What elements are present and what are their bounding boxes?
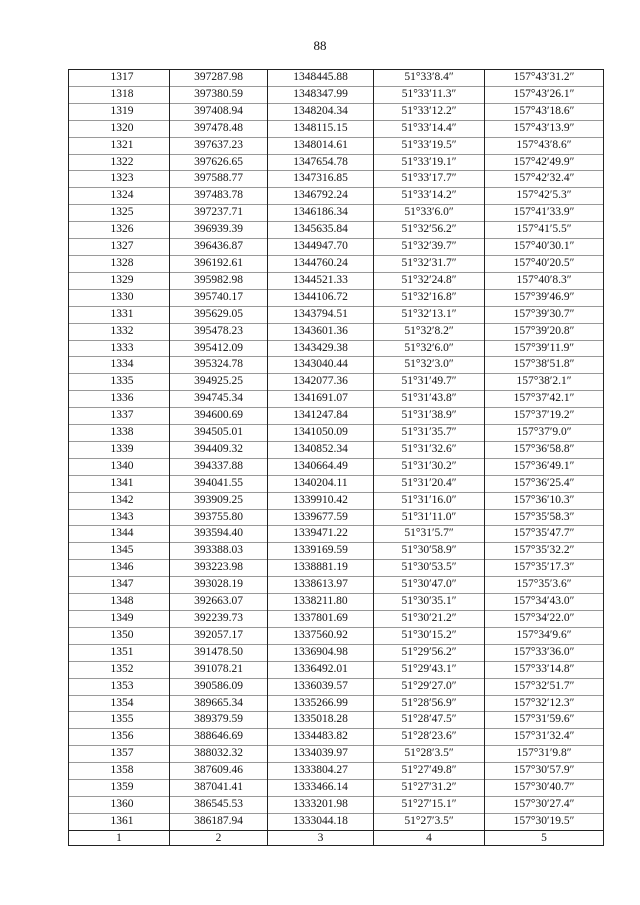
x-coordinate: 391078.21 xyxy=(170,661,268,678)
x-coordinate: 388032.32 xyxy=(170,746,268,763)
x-coordinate: 386187.94 xyxy=(170,813,268,830)
point-number: 1343 xyxy=(69,509,170,526)
x-coordinate: 395982.98 xyxy=(170,272,268,289)
column-number-row xyxy=(69,830,604,845)
table-row xyxy=(69,813,604,830)
table-row xyxy=(69,120,604,137)
x-coordinate: 386545.53 xyxy=(170,796,268,813)
latitude: 51°28′3.5″ xyxy=(374,746,485,763)
point-number: 1352 xyxy=(69,661,170,678)
table-row xyxy=(69,357,604,374)
point-number: 1329 xyxy=(69,272,170,289)
longitude: 157°35′3.6″ xyxy=(485,577,604,594)
table-row xyxy=(69,391,604,408)
y-coordinate: 1342077.36 xyxy=(268,374,374,391)
point-number: 1328 xyxy=(69,255,170,272)
x-coordinate: 394745.34 xyxy=(170,391,268,408)
point-number: 1339 xyxy=(69,441,170,458)
point-number: 1353 xyxy=(69,678,170,695)
x-coordinate: 392239.73 xyxy=(170,611,268,628)
longitude: 157°42′32.4″ xyxy=(485,171,604,188)
latitude: 51°32′6.0″ xyxy=(374,340,485,357)
longitude: 157°39′11.9″ xyxy=(485,340,604,357)
y-coordinate: 1343601.36 xyxy=(268,323,374,340)
x-coordinate: 394505.01 xyxy=(170,425,268,442)
longitude: 157°39′30.7″ xyxy=(485,306,604,323)
coordinates-table xyxy=(68,69,604,846)
table-row xyxy=(69,796,604,813)
point-number: 1356 xyxy=(69,729,170,746)
table-row xyxy=(69,441,604,458)
x-coordinate: 395324.78 xyxy=(170,357,268,374)
longitude: 157°30′27.4″ xyxy=(485,796,604,813)
x-coordinate: 392057.17 xyxy=(170,627,268,644)
latitude: 51°31′20.4″ xyxy=(374,475,485,492)
point-number: 1322 xyxy=(69,154,170,171)
y-coordinate: 1334483.82 xyxy=(268,729,374,746)
longitude: 157°35′32.2″ xyxy=(485,543,604,560)
y-coordinate: 1333044.18 xyxy=(268,813,374,830)
y-coordinate: 1333466.14 xyxy=(268,780,374,797)
table-row xyxy=(69,695,604,712)
y-coordinate: 1335266.99 xyxy=(268,695,374,712)
latitude: 51°31′32.6″ xyxy=(374,441,485,458)
x-coordinate: 397588.77 xyxy=(170,171,268,188)
longitude: 157°34′22.0″ xyxy=(485,611,604,628)
table-row xyxy=(69,543,604,560)
latitude: 51°29′56.2″ xyxy=(374,644,485,661)
y-coordinate: 1344947.70 xyxy=(268,239,374,256)
y-coordinate: 1347316.85 xyxy=(268,171,374,188)
x-coordinate: 397483.78 xyxy=(170,188,268,205)
longitude: 157°43′8.6″ xyxy=(485,137,604,154)
longitude: 157°43′18.6″ xyxy=(485,103,604,120)
y-coordinate: 1338881.19 xyxy=(268,560,374,577)
longitude: 157°42′49.9″ xyxy=(485,154,604,171)
column-number: 5 xyxy=(485,830,604,845)
y-coordinate: 1339677.59 xyxy=(268,509,374,526)
x-coordinate: 390586.09 xyxy=(170,678,268,695)
longitude: 157°36′49.1″ xyxy=(485,458,604,475)
point-number: 1318 xyxy=(69,86,170,103)
latitude: 51°32′31.7″ xyxy=(374,255,485,272)
latitude: 51°31′38.9″ xyxy=(374,408,485,425)
point-number: 1349 xyxy=(69,611,170,628)
latitude: 51°30′58.9″ xyxy=(374,543,485,560)
latitude: 51°33′17.7″ xyxy=(374,171,485,188)
latitude: 51°33′8.4″ xyxy=(374,70,485,87)
latitude: 51°33′12.2″ xyxy=(374,103,485,120)
table-row xyxy=(69,577,604,594)
y-coordinate: 1335018.28 xyxy=(268,712,374,729)
table-row xyxy=(69,306,604,323)
longitude: 157°41′5.5″ xyxy=(485,222,604,239)
table-row xyxy=(69,627,604,644)
table-row xyxy=(69,205,604,222)
latitude: 51°29′27.0″ xyxy=(374,678,485,695)
latitude: 51°32′24.8″ xyxy=(374,272,485,289)
table-row xyxy=(69,222,604,239)
x-coordinate: 395740.17 xyxy=(170,289,268,306)
point-number: 1348 xyxy=(69,594,170,611)
y-coordinate: 1334039.97 xyxy=(268,746,374,763)
x-coordinate: 394925.25 xyxy=(170,374,268,391)
table-row xyxy=(69,171,604,188)
x-coordinate: 388646.69 xyxy=(170,729,268,746)
y-coordinate: 1344521.33 xyxy=(268,272,374,289)
table-row xyxy=(69,425,604,442)
x-coordinate: 394600.69 xyxy=(170,408,268,425)
y-coordinate: 1348014.61 xyxy=(268,137,374,154)
table-row xyxy=(69,239,604,256)
longitude: 157°31′32.4″ xyxy=(485,729,604,746)
point-number: 1357 xyxy=(69,746,170,763)
point-number: 1354 xyxy=(69,695,170,712)
x-coordinate: 395478.23 xyxy=(170,323,268,340)
latitude: 51°33′14.2″ xyxy=(374,188,485,205)
table-row xyxy=(69,611,604,628)
latitude: 51°32′13.1″ xyxy=(374,306,485,323)
longitude: 157°40′8.3″ xyxy=(485,272,604,289)
longitude: 157°35′17.3″ xyxy=(485,560,604,577)
point-number: 1355 xyxy=(69,712,170,729)
point-number: 1346 xyxy=(69,560,170,577)
latitude: 51°33′14.4″ xyxy=(374,120,485,137)
table-row xyxy=(69,137,604,154)
table-row xyxy=(69,86,604,103)
x-coordinate: 393223.98 xyxy=(170,560,268,577)
longitude: 157°37′9.0″ xyxy=(485,425,604,442)
table-row xyxy=(69,272,604,289)
latitude: 51°33′11.3″ xyxy=(374,86,485,103)
table-row xyxy=(69,746,604,763)
latitude: 51°32′16.8″ xyxy=(374,289,485,306)
table-row xyxy=(69,458,604,475)
x-coordinate: 394041.55 xyxy=(170,475,268,492)
x-coordinate: 397478.48 xyxy=(170,120,268,137)
latitude: 51°30′15.2″ xyxy=(374,627,485,644)
x-coordinate: 389665.34 xyxy=(170,695,268,712)
table-row xyxy=(69,188,604,205)
longitude: 157°33′14.8″ xyxy=(485,661,604,678)
y-coordinate: 1340852.34 xyxy=(268,441,374,458)
y-coordinate: 1333201.98 xyxy=(268,796,374,813)
table-row xyxy=(69,712,604,729)
longitude: 157°36′25.4″ xyxy=(485,475,604,492)
x-coordinate: 389379.59 xyxy=(170,712,268,729)
point-number: 1317 xyxy=(69,70,170,87)
point-number: 1340 xyxy=(69,458,170,475)
table-row xyxy=(69,374,604,391)
y-coordinate: 1348204.34 xyxy=(268,103,374,120)
x-coordinate: 387609.46 xyxy=(170,763,268,780)
table-row xyxy=(69,780,604,797)
x-coordinate: 387041.41 xyxy=(170,780,268,797)
latitude: 51°27′31.2″ xyxy=(374,780,485,797)
point-number: 1350 xyxy=(69,627,170,644)
y-coordinate: 1339471.22 xyxy=(268,526,374,543)
longitude: 157°34′43.0″ xyxy=(485,594,604,611)
table-row xyxy=(69,70,604,87)
longitude: 157°40′20.5″ xyxy=(485,255,604,272)
longitude: 157°42′5.3″ xyxy=(485,188,604,205)
point-number: 1361 xyxy=(69,813,170,830)
y-coordinate: 1344760.24 xyxy=(268,255,374,272)
x-coordinate: 393755.80 xyxy=(170,509,268,526)
point-number: 1337 xyxy=(69,408,170,425)
longitude: 157°38′51.8″ xyxy=(485,357,604,374)
table-row xyxy=(69,289,604,306)
x-coordinate: 397637.23 xyxy=(170,137,268,154)
longitude: 157°30′19.5″ xyxy=(485,813,604,830)
longitude: 157°39′46.9″ xyxy=(485,289,604,306)
y-coordinate: 1341050.09 xyxy=(268,425,374,442)
table-row xyxy=(69,594,604,611)
y-coordinate: 1348445.88 xyxy=(268,70,374,87)
point-number: 1320 xyxy=(69,120,170,137)
longitude: 157°40′30.1″ xyxy=(485,239,604,256)
latitude: 51°31′30.2″ xyxy=(374,458,485,475)
x-coordinate: 393028.19 xyxy=(170,577,268,594)
latitude: 51°32′3.0″ xyxy=(374,357,485,374)
longitude: 157°41′33.9″ xyxy=(485,205,604,222)
point-number: 1324 xyxy=(69,188,170,205)
latitude: 51°30′53.5″ xyxy=(374,560,485,577)
latitude: 51°28′23.6″ xyxy=(374,729,485,746)
longitude: 157°33′36.0″ xyxy=(485,644,604,661)
latitude: 51°31′5.7″ xyxy=(374,526,485,543)
y-coordinate: 1346792.24 xyxy=(268,188,374,205)
latitude: 51°27′49.8″ xyxy=(374,763,485,780)
point-number: 1335 xyxy=(69,374,170,391)
x-coordinate: 393909.25 xyxy=(170,492,268,509)
x-coordinate: 396939.39 xyxy=(170,222,268,239)
y-coordinate: 1340204.11 xyxy=(268,475,374,492)
table-row xyxy=(69,408,604,425)
point-number: 1347 xyxy=(69,577,170,594)
point-number: 1344 xyxy=(69,526,170,543)
y-coordinate: 1337560.92 xyxy=(268,627,374,644)
latitude: 51°27′3.5″ xyxy=(374,813,485,830)
table-row xyxy=(69,103,604,120)
x-coordinate: 397287.98 xyxy=(170,70,268,87)
table-row xyxy=(69,560,604,577)
x-coordinate: 391478.50 xyxy=(170,644,268,661)
table-body xyxy=(69,70,604,831)
point-number: 1332 xyxy=(69,323,170,340)
table-row xyxy=(69,323,604,340)
longitude: 157°43′31.2″ xyxy=(485,70,604,87)
longitude: 157°36′58.8″ xyxy=(485,441,604,458)
latitude: 51°31′16.0″ xyxy=(374,492,485,509)
y-coordinate: 1341691.07 xyxy=(268,391,374,408)
longitude: 157°35′58.3″ xyxy=(485,509,604,526)
point-number: 1330 xyxy=(69,289,170,306)
y-coordinate: 1346186.34 xyxy=(268,205,374,222)
x-coordinate: 392663.07 xyxy=(170,594,268,611)
latitude: 51°31′49.7″ xyxy=(374,374,485,391)
point-number: 1358 xyxy=(69,763,170,780)
point-number: 1360 xyxy=(69,796,170,813)
longitude: 157°36′10.3″ xyxy=(485,492,604,509)
point-number: 1359 xyxy=(69,780,170,797)
column-number: 3 xyxy=(268,830,374,845)
latitude: 51°28′56.9″ xyxy=(374,695,485,712)
point-number: 1325 xyxy=(69,205,170,222)
x-coordinate: 396436.87 xyxy=(170,239,268,256)
table-row xyxy=(69,661,604,678)
y-coordinate: 1345635.84 xyxy=(268,222,374,239)
table-row xyxy=(69,255,604,272)
latitude: 51°30′21.2″ xyxy=(374,611,485,628)
latitude: 51°31′11.0″ xyxy=(374,509,485,526)
latitude: 51°32′8.2″ xyxy=(374,323,485,340)
latitude: 51°30′35.1″ xyxy=(374,594,485,611)
y-coordinate: 1338211.80 xyxy=(268,594,374,611)
point-number: 1333 xyxy=(69,340,170,357)
point-number: 1331 xyxy=(69,306,170,323)
longitude: 157°43′13.9″ xyxy=(485,120,604,137)
point-number: 1327 xyxy=(69,239,170,256)
longitude: 157°34′9.6″ xyxy=(485,627,604,644)
y-coordinate: 1344106.72 xyxy=(268,289,374,306)
point-number: 1341 xyxy=(69,475,170,492)
page-number: 88 xyxy=(313,38,327,53)
longitude: 157°39′20.8″ xyxy=(485,323,604,340)
longitude: 157°38′2.1″ xyxy=(485,374,604,391)
y-coordinate: 1341247.84 xyxy=(268,408,374,425)
y-coordinate: 1333804.27 xyxy=(268,763,374,780)
x-coordinate: 394337.88 xyxy=(170,458,268,475)
y-coordinate: 1339910.42 xyxy=(268,492,374,509)
table-row xyxy=(69,644,604,661)
x-coordinate: 395412.09 xyxy=(170,340,268,357)
latitude: 51°29′43.1″ xyxy=(374,661,485,678)
point-number: 1345 xyxy=(69,543,170,560)
longitude: 157°37′19.2″ xyxy=(485,408,604,425)
x-coordinate: 393594.40 xyxy=(170,526,268,543)
longitude: 157°35′47.7″ xyxy=(485,526,604,543)
table-row xyxy=(69,492,604,509)
y-coordinate: 1348115.15 xyxy=(268,120,374,137)
x-coordinate: 397626.65 xyxy=(170,154,268,171)
latitude: 51°33′19.5″ xyxy=(374,137,485,154)
y-coordinate: 1338613.97 xyxy=(268,577,374,594)
y-coordinate: 1337801.69 xyxy=(268,611,374,628)
longitude: 157°43′26.1″ xyxy=(485,86,604,103)
point-number: 1342 xyxy=(69,492,170,509)
latitude: 51°32′56.2″ xyxy=(374,222,485,239)
latitude: 51°30′47.0″ xyxy=(374,577,485,594)
table-row xyxy=(69,154,604,171)
point-number: 1326 xyxy=(69,222,170,239)
y-coordinate: 1336492.01 xyxy=(268,661,374,678)
y-coordinate: 1343429.38 xyxy=(268,340,374,357)
column-number: 1 xyxy=(69,830,170,845)
y-coordinate: 1343794.51 xyxy=(268,306,374,323)
longitude: 157°32′12.3″ xyxy=(485,695,604,712)
point-number: 1336 xyxy=(69,391,170,408)
point-number: 1334 xyxy=(69,357,170,374)
x-coordinate: 393388.03 xyxy=(170,543,268,560)
y-coordinate: 1336904.98 xyxy=(268,644,374,661)
point-number: 1351 xyxy=(69,644,170,661)
x-coordinate: 396192.61 xyxy=(170,255,268,272)
y-coordinate: 1343040.44 xyxy=(268,357,374,374)
longitude: 157°30′57.9″ xyxy=(485,763,604,780)
latitude: 51°33′6.0″ xyxy=(374,205,485,222)
y-coordinate: 1339169.59 xyxy=(268,543,374,560)
latitude: 51°31′35.7″ xyxy=(374,425,485,442)
longitude: 157°32′51.7″ xyxy=(485,678,604,695)
y-coordinate: 1340664.49 xyxy=(268,458,374,475)
y-coordinate: 1348347.99 xyxy=(268,86,374,103)
latitude: 51°27′15.1″ xyxy=(374,796,485,813)
point-number: 1319 xyxy=(69,103,170,120)
table-row xyxy=(69,729,604,746)
x-coordinate: 395629.05 xyxy=(170,306,268,323)
latitude: 51°31′43.8″ xyxy=(374,391,485,408)
x-coordinate: 397408.94 xyxy=(170,103,268,120)
column-number: 4 xyxy=(374,830,485,845)
x-coordinate: 397237.71 xyxy=(170,205,268,222)
latitude: 51°33′19.1″ xyxy=(374,154,485,171)
latitude: 51°32′39.7″ xyxy=(374,239,485,256)
column-number: 2 xyxy=(170,830,268,845)
table-row xyxy=(69,509,604,526)
point-number: 1338 xyxy=(69,425,170,442)
point-number: 1321 xyxy=(69,137,170,154)
table-row xyxy=(69,475,604,492)
y-coordinate: 1336039.57 xyxy=(268,678,374,695)
longitude: 157°30′40.7″ xyxy=(485,780,604,797)
longitude: 157°31′9.8″ xyxy=(485,746,604,763)
table-row xyxy=(69,678,604,695)
table-row xyxy=(69,763,604,780)
longitude: 157°31′59.6″ xyxy=(485,712,604,729)
x-coordinate: 397380.59 xyxy=(170,86,268,103)
x-coordinate: 394409.32 xyxy=(170,441,268,458)
y-coordinate: 1347654.78 xyxy=(268,154,374,171)
table-row xyxy=(69,340,604,357)
latitude: 51°28′47.5″ xyxy=(374,712,485,729)
point-number: 1323 xyxy=(69,171,170,188)
longitude: 157°37′42.1″ xyxy=(485,391,604,408)
table-row xyxy=(69,526,604,543)
